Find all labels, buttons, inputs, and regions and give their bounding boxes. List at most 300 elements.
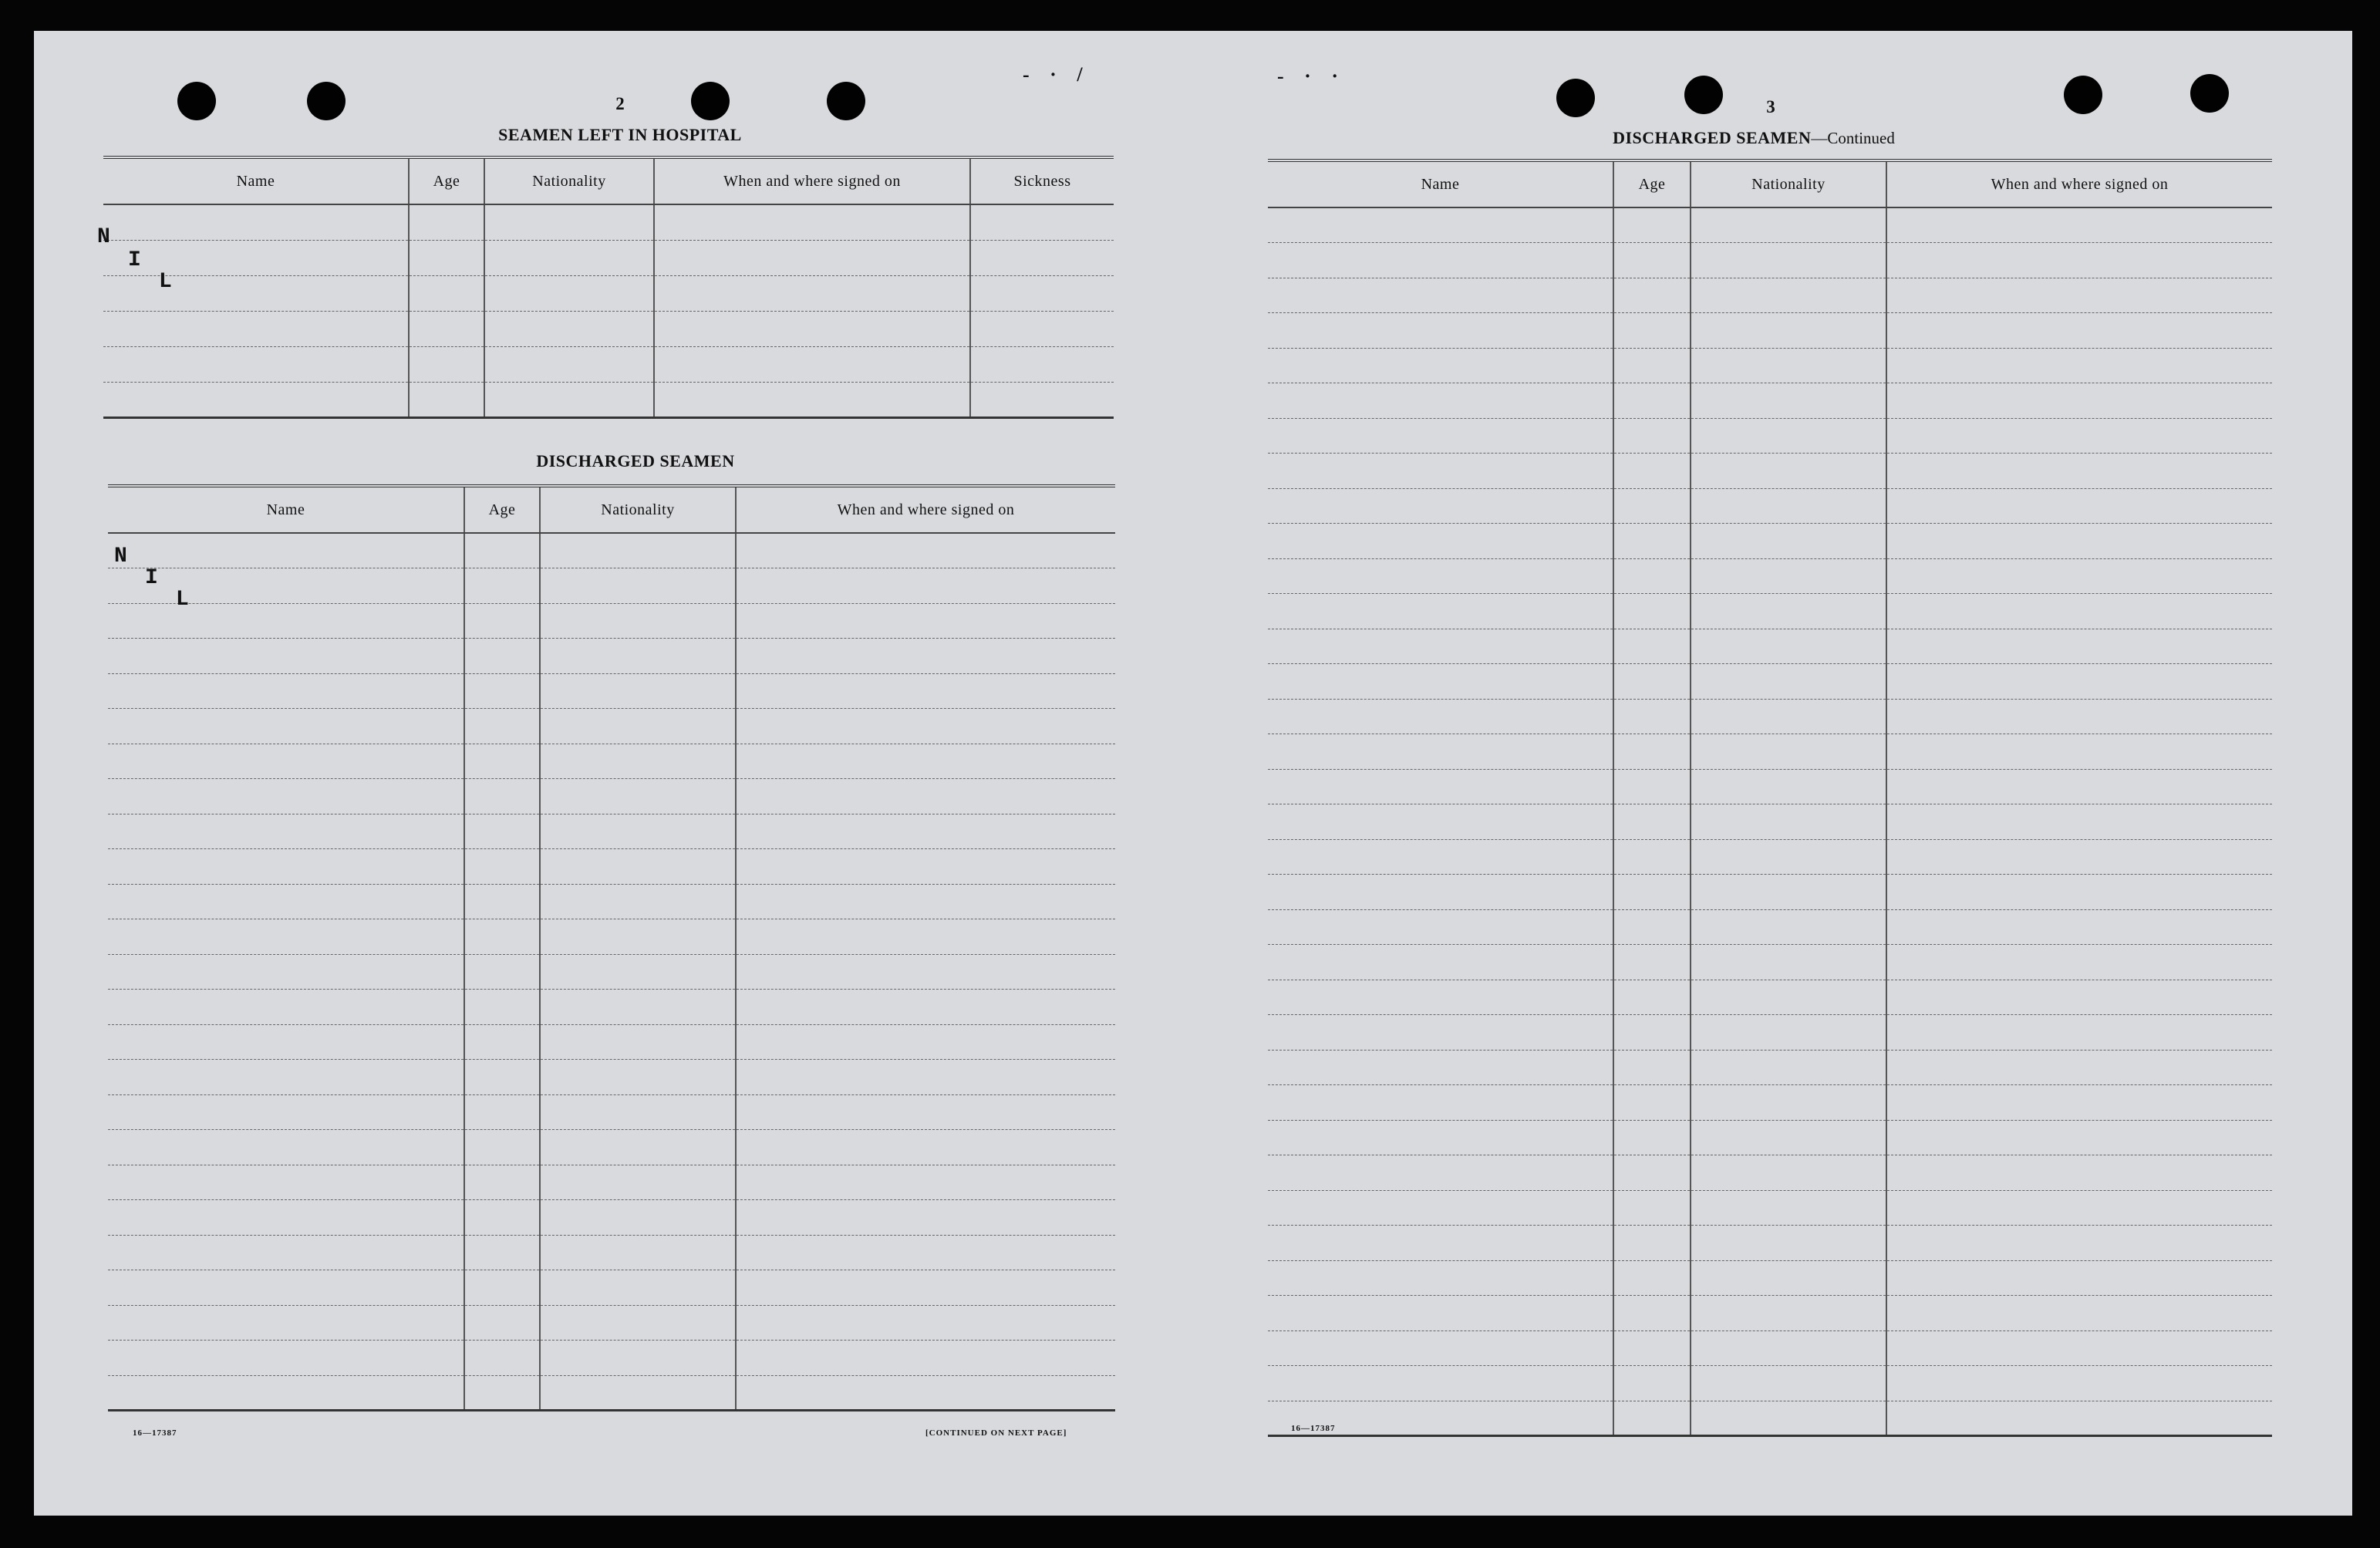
table-cell	[1691, 1260, 1886, 1296]
table-row	[108, 1235, 1115, 1270]
table-row	[1268, 418, 2272, 454]
table-cell	[1268, 1120, 1613, 1155]
table-cell	[464, 779, 540, 814]
column-header-age: Age	[409, 157, 484, 204]
table-cell	[108, 1270, 464, 1306]
table-row	[1268, 1120, 2272, 1155]
table-row	[1268, 383, 2272, 419]
table-cell	[1886, 1190, 2272, 1226]
table-cell	[1691, 875, 1886, 910]
table-cell	[1886, 734, 2272, 770]
table-cell	[1691, 207, 1886, 243]
table-cell	[736, 1341, 1115, 1376]
table-cell	[1886, 278, 2272, 313]
table-cell	[1691, 699, 1886, 734]
table-cell	[1268, 1260, 1613, 1296]
table-cell	[1613, 1366, 1691, 1401]
discharged-continued-title	[1515, 128, 1993, 148]
table-row	[1268, 909, 2272, 945]
discharged-table-right	[1268, 159, 2272, 1437]
table-row	[1268, 348, 2272, 383]
table-cell	[1613, 1260, 1691, 1296]
table-cell	[540, 919, 736, 955]
table-row	[108, 1375, 1115, 1411]
table-cell	[1613, 1401, 1691, 1436]
table-cell	[736, 779, 1115, 814]
table-cell	[464, 1235, 540, 1270]
table-cell	[540, 849, 736, 885]
table-cell	[1691, 524, 1886, 559]
table-cell	[1613, 1050, 1691, 1085]
table-cell	[1613, 875, 1691, 910]
table-row	[1268, 629, 2272, 664]
table-cell	[1268, 1226, 1613, 1261]
table-row	[1268, 1260, 2272, 1296]
table-cell	[464, 1060, 540, 1095]
table-cell	[1268, 945, 1613, 980]
table-cell	[1613, 418, 1691, 454]
table-cell	[1691, 1015, 1886, 1051]
table-cell	[1886, 207, 2272, 243]
table-cell	[1613, 454, 1691, 489]
punch-hole	[1556, 79, 1595, 117]
nil-entry-letter: L	[176, 588, 189, 612]
table-cell	[1886, 1296, 2272, 1331]
table-row	[1268, 804, 2272, 840]
table-cell	[1613, 1226, 1691, 1261]
table-cell	[540, 1200, 736, 1236]
table-cell	[1886, 909, 2272, 945]
table-row	[108, 779, 1115, 814]
table-cell	[464, 919, 540, 955]
table-row	[103, 382, 1114, 417]
table-cell	[540, 673, 736, 709]
nil-entry-letter: I	[145, 566, 158, 590]
page-number-left: 2	[615, 94, 625, 113]
table-cell	[540, 1375, 736, 1411]
table-row	[108, 1094, 1115, 1130]
table-cell	[1691, 488, 1886, 524]
table-cell	[1613, 488, 1691, 524]
table-cell	[736, 919, 1115, 955]
table-cell	[1613, 769, 1691, 804]
table-row	[1268, 699, 2272, 734]
table-cell	[1886, 1401, 2272, 1436]
table-cell	[540, 1235, 736, 1270]
table-cell	[108, 814, 464, 849]
table-cell	[1886, 1085, 2272, 1121]
table-cell	[1268, 875, 1613, 910]
table-cell	[108, 603, 464, 639]
table-row	[108, 673, 1115, 709]
table-cell	[1268, 383, 1613, 419]
table-cell	[1268, 454, 1613, 489]
table-cell	[1613, 1155, 1691, 1191]
form-number-left: 16—17387	[133, 1428, 177, 1438]
table-cell	[540, 1094, 736, 1130]
table-cell	[108, 1165, 464, 1200]
table-cell	[108, 1024, 464, 1060]
table-cell	[540, 884, 736, 919]
table-cell	[540, 1130, 736, 1165]
table-cell	[736, 709, 1115, 744]
table-cell	[464, 639, 540, 674]
table-cell	[736, 533, 1115, 568]
table-cell	[540, 779, 736, 814]
column-header-age: Age	[1613, 160, 1691, 207]
table-cell	[1886, 769, 2272, 804]
table-cell	[1613, 699, 1691, 734]
table-cell	[1886, 980, 2272, 1015]
table-row	[1268, 1190, 2272, 1226]
table-cell	[736, 744, 1115, 779]
table-cell	[1268, 664, 1613, 700]
table-cell	[1691, 980, 1886, 1015]
table-cell	[736, 1094, 1115, 1130]
hospital-section-title: SEAMEN LEFT IN HOSPITAL	[498, 125, 742, 144]
table-cell	[540, 568, 736, 604]
table-row	[108, 1341, 1115, 1376]
table-cell	[1886, 418, 2272, 454]
discharged-continued-title-suffix: —Continued	[1811, 129, 1895, 147]
table-cell	[540, 1024, 736, 1060]
table-row	[103, 204, 1114, 240]
table-row	[108, 1305, 1115, 1341]
table-row	[108, 1165, 1115, 1200]
table-row	[1268, 664, 2272, 700]
table-cell	[1886, 1366, 2272, 1401]
table-cell	[464, 990, 540, 1025]
table-cell	[540, 639, 736, 674]
table-cell	[464, 884, 540, 919]
table-row	[108, 884, 1115, 919]
punch-hole	[827, 82, 865, 120]
table-cell	[1886, 594, 2272, 629]
table-cell	[1691, 734, 1886, 770]
table-cell	[1613, 1085, 1691, 1121]
table-cell	[1886, 488, 2272, 524]
table-row	[108, 954, 1115, 990]
table-cell	[540, 990, 736, 1025]
nil-entry-letter: N	[97, 225, 110, 249]
table-cell	[1691, 1296, 1886, 1331]
column-header-nationality: Nationality	[484, 157, 654, 204]
table-cell	[1613, 1190, 1691, 1226]
table-cell	[108, 1235, 464, 1270]
table-cell	[736, 603, 1115, 639]
table-row	[108, 1270, 1115, 1306]
table-header-row	[108, 486, 1115, 533]
table-cell	[1613, 243, 1691, 278]
table-cell	[1691, 769, 1886, 804]
table-cell	[464, 1165, 540, 1200]
table-cell	[1613, 629, 1691, 664]
column-header-signed-on: When and where signed on	[1886, 160, 2272, 207]
table-row	[103, 240, 1114, 275]
table-header-row	[1268, 160, 2272, 207]
table-cell	[1691, 1401, 1886, 1436]
table-cell	[1886, 348, 2272, 383]
table-row	[1268, 488, 2272, 524]
nil-entry-letter: L	[159, 270, 172, 294]
table-cell	[1268, 804, 1613, 840]
table-cell	[108, 849, 464, 885]
column-header-age: Age	[464, 486, 540, 533]
table-cell	[1613, 278, 1691, 313]
table-cell	[1613, 804, 1691, 840]
table-cell	[1268, 558, 1613, 594]
table-row	[1268, 278, 2272, 313]
table-cell	[1691, 1155, 1886, 1191]
table-cell	[1886, 804, 2272, 840]
table-cell	[464, 1270, 540, 1306]
table-cell	[1691, 348, 1886, 383]
table-cell	[1691, 664, 1886, 700]
column-header-name: Name	[103, 157, 409, 204]
continued-note: [CONTINUED ON NEXT PAGE]	[925, 1428, 1067, 1438]
table-row	[1268, 1330, 2272, 1366]
table-cell	[540, 1165, 736, 1200]
nil-entry-letter: I	[128, 248, 141, 272]
table-cell	[464, 1375, 540, 1411]
table-cell	[1691, 839, 1886, 875]
table-cell	[736, 1270, 1115, 1306]
table-cell	[1268, 207, 1613, 243]
table-row	[1268, 1366, 2272, 1401]
table-cell	[108, 709, 464, 744]
table-cell	[1691, 454, 1886, 489]
table-cell	[108, 1060, 464, 1095]
table-cell	[1613, 909, 1691, 945]
table-header-row	[103, 157, 1114, 204]
table-row	[108, 849, 1115, 885]
table-row	[1268, 207, 2272, 243]
table-cell	[540, 814, 736, 849]
column-header-name: Name	[108, 486, 464, 533]
table-cell	[1268, 418, 1613, 454]
discharged-table-left	[108, 484, 1115, 1411]
table-cell	[1613, 1330, 1691, 1366]
punch-hole	[1684, 76, 1723, 114]
table-cell	[1613, 207, 1691, 243]
table-row	[108, 639, 1115, 674]
table-cell	[1886, 243, 2272, 278]
table-cell	[1613, 1120, 1691, 1155]
table-row	[108, 1024, 1115, 1060]
table-cell	[1268, 524, 1613, 559]
table-cell	[1691, 1366, 1886, 1401]
table-row	[103, 275, 1114, 311]
column-header-nationality: Nationality	[1691, 160, 1886, 207]
table-cell	[1691, 945, 1886, 980]
column-header-name: Name	[1268, 160, 1613, 207]
table-row	[1268, 1296, 2272, 1331]
table-cell	[1268, 839, 1613, 875]
table-cell	[1691, 629, 1886, 664]
table-cell	[1886, 313, 2272, 349]
table-row	[103, 346, 1114, 382]
table-cell	[1886, 1015, 2272, 1051]
table-cell	[464, 568, 540, 604]
table-row	[1268, 875, 2272, 910]
hospital-table	[103, 156, 1114, 419]
punch-hole	[2190, 74, 2229, 113]
table-cell	[1691, 278, 1886, 313]
table-cell	[464, 533, 540, 568]
table-cell	[1268, 594, 1613, 629]
table-cell	[540, 744, 736, 779]
table-cell	[1268, 1190, 1613, 1226]
table-cell	[1268, 488, 1613, 524]
table-cell	[108, 779, 464, 814]
table-cell	[736, 1024, 1115, 1060]
table-row	[1268, 734, 2272, 770]
table-cell	[1691, 1190, 1886, 1226]
table-cell	[464, 1094, 540, 1130]
table-cell	[108, 884, 464, 919]
table-cell	[108, 1305, 464, 1341]
table-cell	[1691, 243, 1886, 278]
table-cell	[108, 568, 464, 604]
table-cell	[108, 1375, 464, 1411]
table-cell	[464, 1024, 540, 1060]
table-cell	[1268, 699, 1613, 734]
table-cell	[1268, 1366, 1613, 1401]
table-cell	[1613, 980, 1691, 1015]
discharged-continued-title-main: DISCHARGED SEAMEN	[1613, 128, 1812, 147]
table-cell	[736, 639, 1115, 674]
table-cell	[1886, 1120, 2272, 1155]
table-cell	[1613, 734, 1691, 770]
table-cell	[1613, 945, 1691, 980]
table-row	[108, 990, 1115, 1025]
table-cell	[1691, 313, 1886, 349]
table-cell	[540, 1060, 736, 1095]
table-row	[1268, 769, 2272, 804]
column-header-signed-on: When and where signed on	[654, 157, 970, 204]
table-cell	[464, 954, 540, 990]
table-row	[108, 533, 1115, 568]
table-cell	[540, 1305, 736, 1341]
table-cell	[108, 919, 464, 955]
table-cell	[736, 849, 1115, 885]
table-cell	[1886, 1330, 2272, 1366]
table-cell	[1268, 1015, 1613, 1051]
table-cell	[1613, 594, 1691, 629]
table-cell	[108, 744, 464, 779]
table-cell	[1691, 418, 1886, 454]
table-row	[1268, 1085, 2272, 1121]
table-cell	[1613, 1296, 1691, 1331]
table-cell	[1886, 664, 2272, 700]
table-row	[108, 919, 1115, 955]
punch-hole	[691, 82, 730, 120]
table-cell	[108, 1130, 464, 1165]
table-cell	[1691, 1085, 1886, 1121]
table-cell	[1691, 909, 1886, 945]
table-cell	[108, 1200, 464, 1236]
table-cell	[736, 884, 1115, 919]
table-cell	[736, 568, 1115, 604]
nil-entry-letter: N	[114, 545, 127, 568]
table-cell	[1886, 524, 2272, 559]
form-number-right: 16—17387	[1291, 1424, 1336, 1433]
table-cell	[736, 990, 1115, 1025]
stray-marks: - · /	[1023, 63, 1091, 86]
table-cell	[1268, 278, 1613, 313]
column-header-sickness: Sickness	[970, 157, 1114, 204]
table-cell	[1268, 1085, 1613, 1121]
table-row	[1268, 1015, 2272, 1051]
table-cell	[540, 603, 736, 639]
table-cell	[736, 954, 1115, 990]
table-cell	[1886, 945, 2272, 980]
table-row	[1268, 945, 2272, 980]
table-row	[108, 709, 1115, 744]
table-cell	[464, 1130, 540, 1165]
table-cell	[1886, 839, 2272, 875]
table-cell	[464, 1341, 540, 1376]
punch-hole	[2064, 76, 2102, 114]
table-row	[108, 1060, 1115, 1095]
table-row	[1268, 839, 2272, 875]
column-header-signed-on: When and where signed on	[736, 486, 1115, 533]
table-cell	[1886, 1050, 2272, 1085]
table-cell	[1613, 313, 1691, 349]
table-cell	[1268, 629, 1613, 664]
table-row	[1268, 594, 2272, 629]
table-cell	[736, 673, 1115, 709]
table-cell	[736, 1060, 1115, 1095]
table-row	[1268, 558, 2272, 594]
table-cell	[1886, 1155, 2272, 1191]
table-cell	[108, 1341, 464, 1376]
table-cell	[108, 639, 464, 674]
table-cell	[464, 1200, 540, 1236]
table-cell	[1613, 348, 1691, 383]
table-cell	[540, 533, 736, 568]
table-row	[1268, 980, 2272, 1015]
table-cell	[1691, 1050, 1886, 1085]
table-cell	[1268, 1296, 1613, 1331]
table-cell	[736, 1200, 1115, 1236]
table-cell	[1268, 243, 1613, 278]
table-cell	[108, 1094, 464, 1130]
table-cell	[108, 990, 464, 1025]
table-cell	[1613, 664, 1691, 700]
table-row	[1268, 1050, 2272, 1085]
table-cell	[540, 954, 736, 990]
table-cell	[464, 603, 540, 639]
table-cell	[1268, 348, 1613, 383]
table-cell	[1691, 1226, 1886, 1261]
table-row	[1268, 1401, 2272, 1436]
table-cell	[464, 744, 540, 779]
table-cell	[1268, 313, 1613, 349]
table-cell	[736, 1375, 1115, 1411]
table-cell	[1613, 383, 1691, 419]
table-cell	[464, 1305, 540, 1341]
punch-hole	[307, 82, 346, 120]
table-cell	[464, 814, 540, 849]
table-cell	[1886, 383, 2272, 419]
stray-marks: - · ·	[1277, 65, 1346, 87]
table-cell	[1613, 839, 1691, 875]
table-cell	[1886, 629, 2272, 664]
table-cell	[1886, 1260, 2272, 1296]
table-cell	[1691, 804, 1886, 840]
table-cell	[1268, 1330, 1613, 1366]
